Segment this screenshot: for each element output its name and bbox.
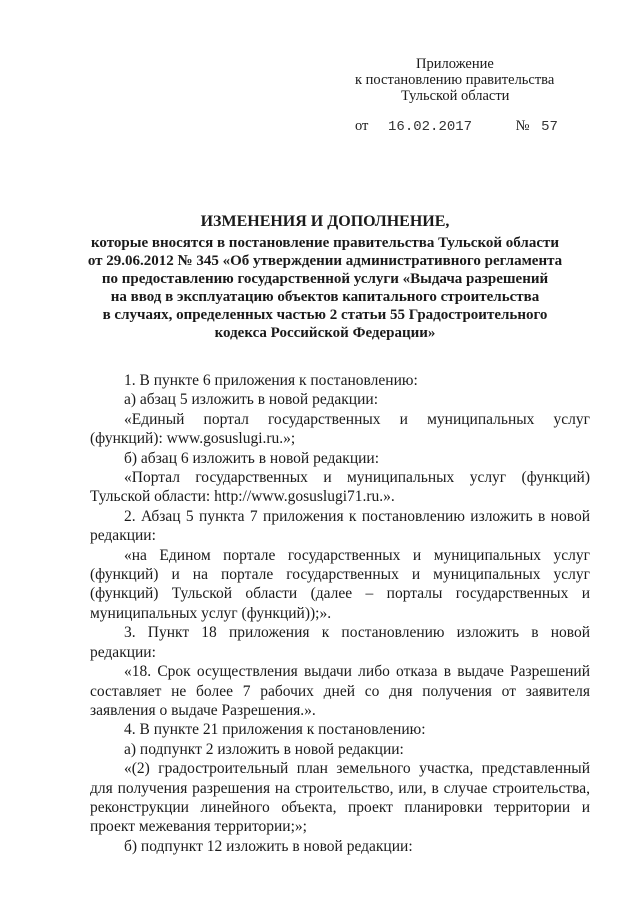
paragraph: «Портал государственных и муниципальных услуг (функций) Тульской области: http://www.gosuslugi71.ru.». — [90, 469, 590, 506]
title-line: которые вносятся в постановление правительства Тульской области — [90, 235, 560, 251]
date-number-line — [355, 118, 558, 135]
appendix-line-3: Тульской области — [401, 88, 510, 104]
document-title — [85, 212, 565, 342]
title-line: на ввод в эксплуатацию объектов капитального строительства — [110, 289, 540, 305]
number-label: № — [515, 118, 530, 134]
document-date: 16.02.2017 — [388, 119, 473, 135]
paragraph: «Единый портал государственных и муниципальных услуг (функций): www.gosuslugi.ru.»; — [90, 410, 590, 448]
from-label: от — [355, 118, 369, 134]
paragraph: а) подпункт 2 изложить в новой редакции: — [124, 740, 404, 758]
title-line: в случаях, определенных частью 2 статьи 55 Градостроительного — [102, 307, 548, 323]
title-line: по предоставлению государственной услуги «Выдача разрешений — [101, 271, 549, 287]
paragraph: б) абзац 6 изложить в новой редакции: — [124, 449, 380, 467]
paragraph: 4. В пункте 21 приложения к постановлению: — [124, 721, 426, 739]
appendix-header — [345, 56, 585, 104]
paragraph: 1. В пункте 6 приложения к постановлению: — [124, 372, 418, 389]
paragraph: 2. Абзац 5 пункта 7 приложения к постановлению изложить в новой редакции: — [90, 507, 590, 545]
title-line: кодекса Российской Федерации» — [214, 325, 436, 341]
paragraph: «на Едином портале государственных и муниципальных услуг (функций) и на портале государственных и муниципальных услуг (функций) Тульской области (далее – порталы государственных и муниципальных услуг (функций));». — [90, 546, 590, 622]
paragraph: «(2) градостроительный план земельного участка, представленный для получения разрешения на строительство, или, в случае строительства, реконструкции линейного объекта, проект планировки территории и проект межевания территории;»; — [90, 760, 590, 836]
paragraph: б) подпункт 12 изложить в новой редакции: — [124, 837, 413, 855]
title-heading: ИЗМЕНЕНИЯ И ДОПОЛНЕНИЕ, — [200, 213, 450, 230]
title-line: от 29.06.2012 № 345 «Об утверждении административного регламента — [87, 253, 563, 269]
document-number: 57 — [541, 119, 558, 135]
paragraph: 3. Пункт 18 приложения к постановлению изложить в новой редакции: — [90, 624, 590, 661]
appendix-line-2: к постановлению правительства — [355, 72, 555, 88]
paragraph: а) абзац 5 изложить в новой редакции: — [124, 391, 379, 409]
document-body — [90, 371, 590, 856]
paragraph: «18. Срок осуществления выдачи либо отказа в выдаче Разрешений составляет не более 7 рабочих дней со дня получения от заявителя заявления о выдаче Разрешения.». — [90, 663, 590, 719]
appendix-line-1: Приложение — [416, 56, 494, 72]
